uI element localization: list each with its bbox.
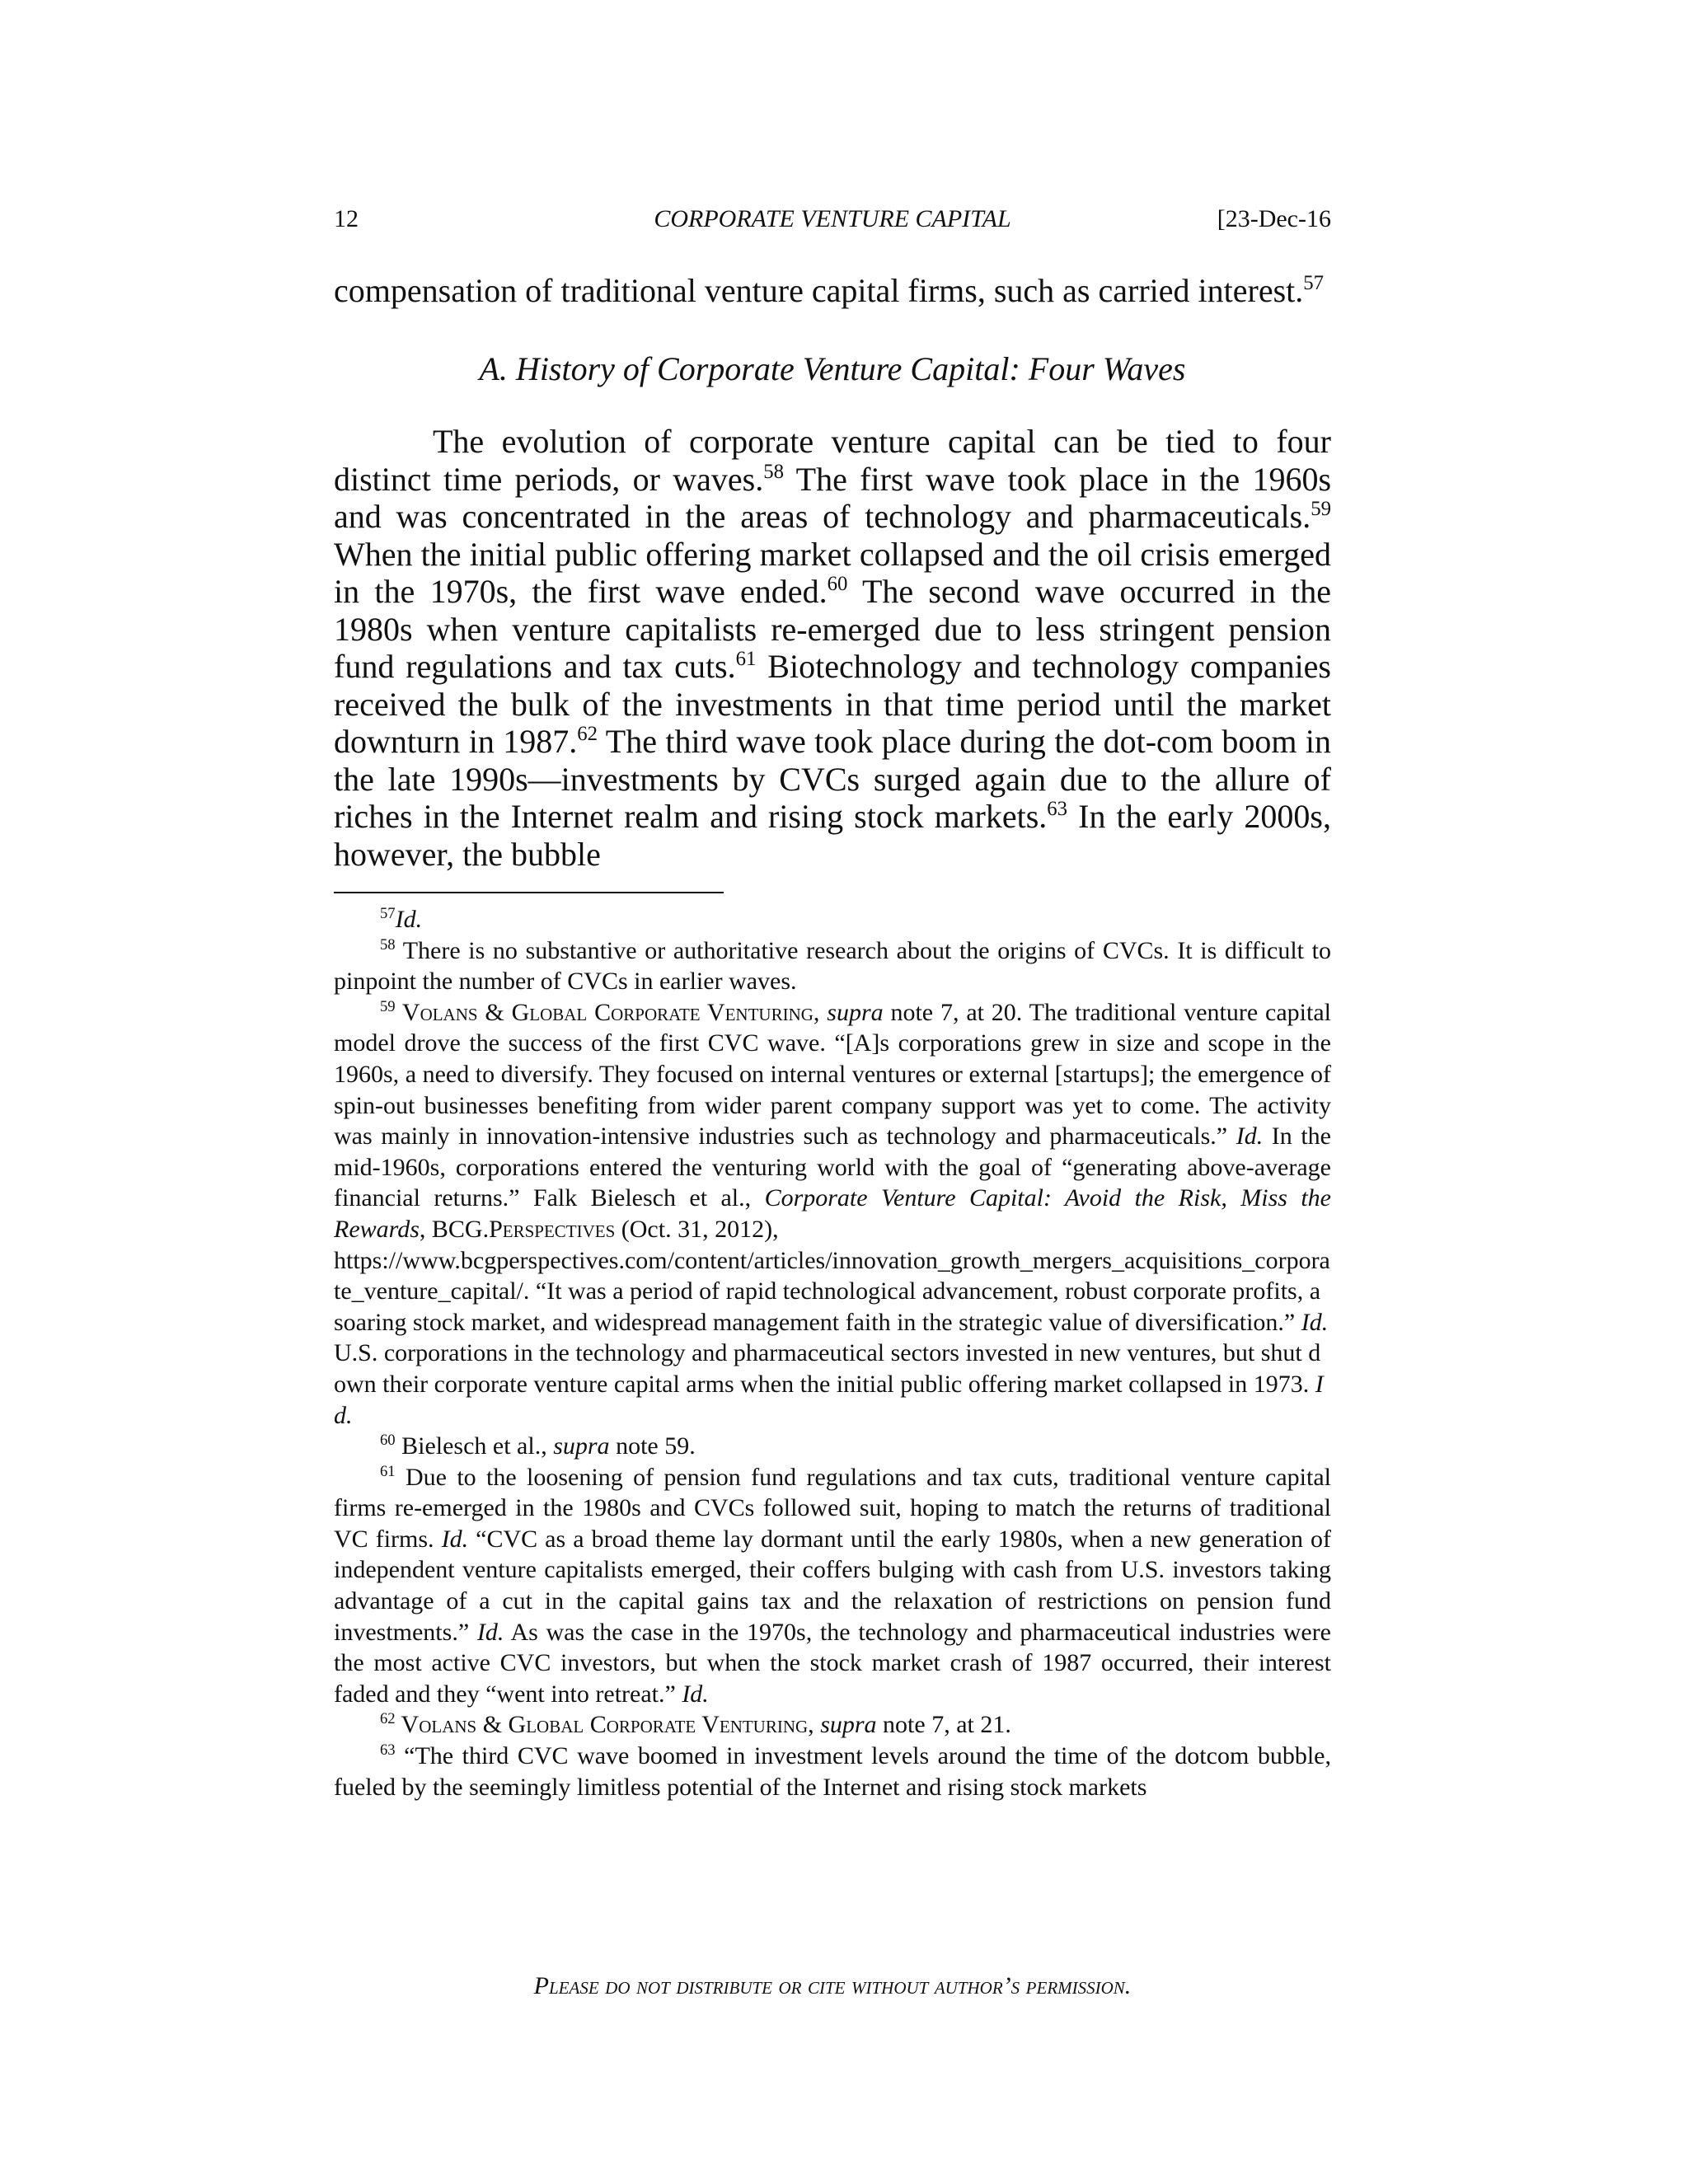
footnote-63 (334, 1741, 1331, 1802)
footnote-text: “The third CVC wave boomed in investment levels around the time of the dotcom bubble, fueled by the seemingly limitless potential of the Internet and rising stock markets (334, 1742, 1331, 1801)
source-name: Volans & Global Corporate Venturing, (395, 998, 828, 1026)
distribution-notice: Please do not distribute or cite without author’s permission. (533, 1972, 1132, 1999)
footnote-ref-57[interactable]: 57 (1303, 272, 1325, 295)
footnote-text: Due to the loosening of pension fund regulations and tax cuts, traditional venture capital firms re-emerged in the 1980s and CVCs followed suit, hoping to match the returns of traditional VC firms. (334, 1463, 1331, 1553)
footnote-text: note 7, at 21. (876, 1711, 1011, 1739)
footnotes (334, 904, 1331, 1802)
article-title: Corporate Venture Capital: Avoid the Risk, Miss the Rewards (334, 1184, 1331, 1243)
footnote-text: note 59. (609, 1432, 696, 1460)
sentence: The third wave took place during the dot-com boom in the late 1990s—investments by CVCs surged again due to the allure of riches in the Internet realm and rising stock markets. (334, 723, 1331, 835)
running-header (334, 203, 1331, 236)
supra: supra (827, 998, 884, 1026)
carryover-line (334, 272, 1331, 310)
footnote-number: 60 (380, 1431, 396, 1449)
citation-id: Id. (1301, 1308, 1329, 1336)
citation-id: Id. (441, 1525, 469, 1553)
sentence: The evolution of corporate venture capital can be tied to four distinct time periods, or waves. (334, 423, 1331, 498)
footnote-text: As was the case in the 1970s, the technology and pharmaceutical industries were the most active CVC investors, but when the stock market crash of 1987 occurred, their interest faded and they “went into retreat.” (334, 1618, 1331, 1708)
sentence: The first wave took place in the 1960s and was concentrated in the areas of technology and pharmaceuticals. (334, 460, 1332, 535)
body-paragraph (334, 423, 1331, 873)
citation-id: Id. (476, 1618, 504, 1646)
footnote-ref-62[interactable]: 62 (577, 723, 598, 746)
footnote-ref-59[interactable]: 59 (1311, 498, 1331, 521)
footnote-text: In the mid-1960s, corporations entered the venturing world with the goal of “generating above-average financial returns.” Falk Bielesch et al., (334, 1122, 1332, 1212)
footnote-text: , (419, 1215, 432, 1243)
sentence: Biotechnology and technology companies received the bulk of the investments in that time period until the market downturn in 1987. (334, 648, 1331, 760)
footnote-61 (334, 1462, 1331, 1710)
sentence: The second wave occurred in the 1980s when venture capitalists re-emerged due to less stringent pension fund regulations and tax cuts. (334, 573, 1331, 685)
footnote-text: Bielesch et al., (395, 1432, 554, 1460)
footnote-number: 63 (380, 1741, 396, 1759)
supra: supra (820, 1711, 877, 1739)
source-name: Volans & Global Corporate Venturing, (395, 1711, 821, 1739)
footnote-number: 57 (380, 904, 396, 922)
footnote-text: (Oct. 31, 2012), (615, 1215, 779, 1243)
footnote-number: 59 (380, 997, 396, 1015)
footnote-separator (334, 892, 724, 893)
sentence: When the initial public offering market collapsed and the oil crisis emerged in the 1970s, the first wave ended. (334, 535, 1331, 610)
citation-id: Id. (682, 1680, 709, 1708)
supra: supra (553, 1432, 610, 1460)
footnote-57 (334, 904, 1331, 935)
carryover-text: compensation of traditional venture capital firms, such as carried interest. (334, 272, 1304, 309)
footnote-number: 61 (380, 1462, 396, 1480)
citation-id: Id. (395, 906, 423, 933)
section-heading: A. History of Corporate Venture Capital: Four Waves (479, 350, 1186, 387)
footnote-text: There is no substantive or authoritative research about the origins of CVCs. It is difficult to pinpoint the number of CVCs in earlier waves. (334, 936, 1331, 996)
footnote-ref-58[interactable]: 58 (763, 460, 785, 483)
paragraph-text (334, 423, 1331, 873)
footnote-58 (334, 935, 1331, 997)
footnote-ref-63[interactable]: 63 (1047, 798, 1068, 821)
sentence: In the early 2000s, however, the bubble (334, 798, 1331, 873)
footnote-text: U.S. corporations in the technology and pharmaceutical sectors invested in new ventures, but shut down their corporate venture capital arms when the initial public offering market collapsed in 1973. (334, 1339, 1321, 1398)
footnote-59 (334, 997, 1331, 1245)
footnote-62 (334, 1709, 1331, 1741)
citation-id: Id. (334, 1370, 1324, 1429)
footnote-text: “It was a period of rapid technological advancement, robust corporate profits, a soaring stock market, and widespread management faith in the strategic value of diversification.” (334, 1277, 1321, 1336)
footnote-59-continued (334, 1245, 1331, 1432)
footnote-text: note 7, at 20. The traditional venture capital model drove the success of the first CVC wave. “[A]s corporations grew in size and scope in the 1960s, a need to diversify. They focused on internal ventures or external [startups]; the emergence of spin-out businesses benefiting from wider parent company support was yet to come. The activity was mainly in innovation-intensive industries such as technology and pharmaceuticals.” (334, 998, 1331, 1151)
citation-id: Id. (1236, 1122, 1264, 1151)
footnote-number: 58 (380, 935, 396, 954)
citation-url[interactable]: https://www.bcgperspectives.com/content/articles/innovation_growth_mergers_acquisitions_corporate_venture_capital/. (334, 1246, 1330, 1305)
footnote-ref-61[interactable]: 61 (735, 648, 757, 671)
footnote-text: “CVC as a broad theme lay dormant until the early 1980s, when a new generation of independent venture capitalists emerged, their coffers bulging with cash from U.S. investors taking advantage of a cut in the capital gains tax and the relaxation of restrictions on pension fund investments.” (334, 1525, 1331, 1646)
page-number: 12 (334, 205, 359, 232)
publication-name: BCG.Perspectives (431, 1215, 616, 1243)
footnote-number: 62 (380, 1710, 396, 1728)
header-date: [23-Dec-16 (1217, 205, 1331, 232)
footnote-ref-60[interactable]: 60 (827, 573, 848, 596)
running-title: CORPORATE VENTURE CAPITAL (654, 205, 1011, 232)
footnote-60 (334, 1431, 1331, 1462)
